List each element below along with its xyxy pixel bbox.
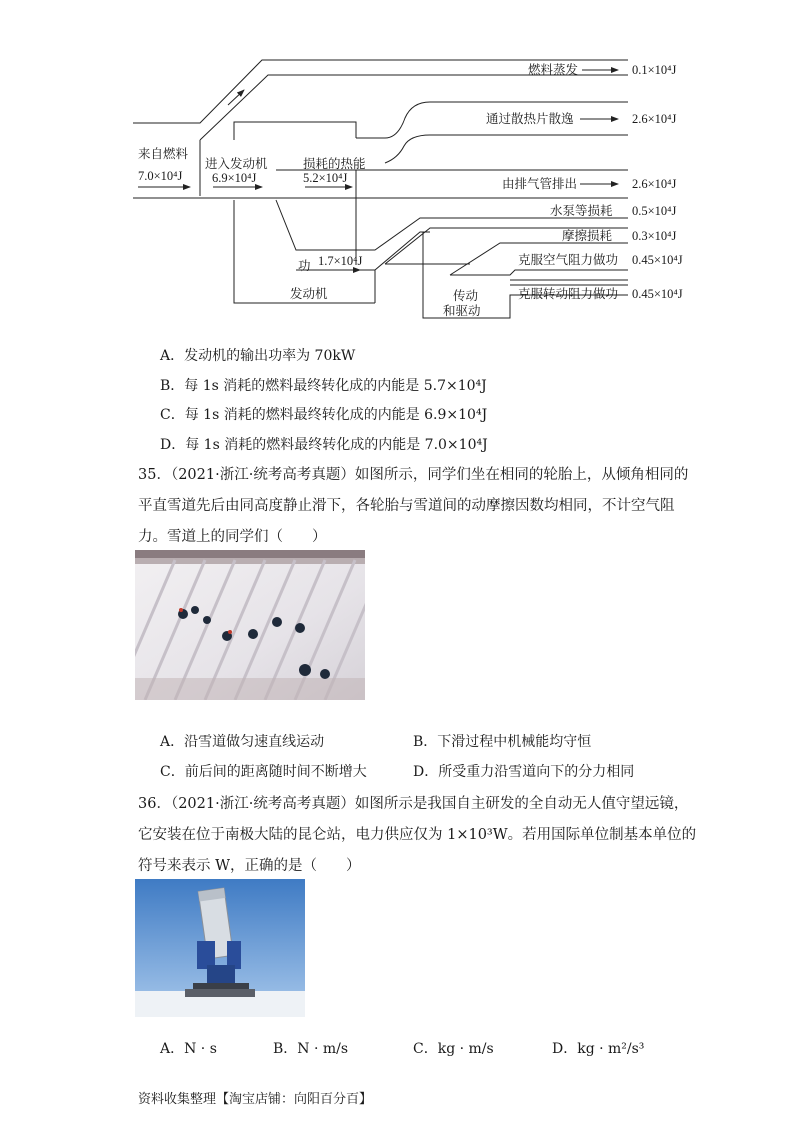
output-label-radiator: 通过散热片散逸 — [486, 112, 574, 126]
q34-option-a: A．发动机的输出功率为 70kW — [160, 348, 356, 364]
q35-option-c: C．前后间的距离随时间不断增大 — [160, 764, 367, 780]
q34-option-b: B．每 1s 消耗的燃料最终转化成的内能是 5.7×10⁴J — [160, 378, 487, 394]
telescope-photo — [135, 879, 305, 1017]
transmission-label: 传动 — [453, 289, 479, 303]
q36-stem-line-3: 符号来表示 W，正确的是（ ） — [138, 858, 361, 874]
engine-in-value: 6.9×10⁴J — [212, 171, 257, 185]
q35-stem-line-2: 平直雪道先后由同高度静止滑下，各轮胎与雪道间的动摩擦因数均相同，不计空气阻 — [138, 498, 675, 514]
output-value-pump: 0.5×10⁴J — [632, 204, 677, 218]
q36-option-c: C．kg · m/s — [413, 1041, 494, 1057]
q36-stem-line-1: 36．（2021·浙江·统考高考真题）如图所示是我国自主研发的全自动无人值守望远镜， — [138, 796, 689, 812]
output-label-pump: 水泵等损耗 — [550, 204, 613, 218]
output-label-fuel-evap: 燃料蒸发 — [528, 63, 579, 77]
output-label-friction: 摩擦损耗 — [562, 229, 613, 243]
energy-flow-diagram — [0, 0, 800, 330]
work-value: 1.7×10⁴J — [318, 254, 363, 268]
output-label-rolling: 克服转动阻力做功 — [518, 287, 619, 301]
output-value-exhaust: 2.6×10⁴J — [632, 177, 677, 191]
source-label: 来自燃料 — [138, 147, 189, 161]
heat-value: 5.2×10⁴J — [303, 171, 348, 185]
q36-option-d: D．kg · m²/s³ — [552, 1041, 645, 1057]
engine-label: 发动机 — [290, 287, 328, 301]
q35-option-b: B．下滑过程中机械能均守恒 — [413, 734, 592, 750]
output-value-rolling: 0.45×10⁴J — [632, 287, 683, 301]
output-label-exhaust: 由排气管排出 — [502, 177, 578, 191]
output-value-fuel-evap: 0.1×10⁴J — [632, 63, 677, 77]
output-label-air-drag: 克服空气阻力做功 — [518, 253, 619, 267]
q34-option-c: C．每 1s 消耗的燃料最终转化成的内能是 6.9×10⁴J — [160, 407, 488, 423]
output-value-radiator: 2.6×10⁴J — [632, 112, 677, 126]
q35-stem-line-3: 力。雪道上的同学们（ ） — [138, 529, 327, 545]
q35-option-a: A．沿雪道做匀速直线运动 — [160, 734, 325, 750]
page-footer: 资料收集整理【淘宝店铺：向阳百分百】 — [138, 1092, 373, 1107]
snow-slide-photo — [135, 550, 365, 700]
q36-option-b: B．N · m/s — [273, 1041, 349, 1057]
q35-stem-line-1: 35．（2021·浙江·统考高考真题）如图所示，同学们坐在相同的轮胎上，从倾角相同的 — [138, 467, 689, 483]
q36-stem-line-2: 它安装在位于南极大陆的昆仑站，电力供应仅为 1×10³W。若用国际单位制基本单位的 — [138, 827, 697, 843]
heat-label: 损耗的热能 — [303, 157, 366, 171]
q35-option-d: D．所受重力沿雪道向下的分力相同 — [413, 764, 635, 780]
q34-option-d: D．每 1s 消耗的燃料最终转化成的内能是 7.0×10⁴J — [160, 437, 488, 453]
output-value-air-drag: 0.45×10⁴J — [632, 253, 683, 267]
output-value-friction: 0.3×10⁴J — [632, 229, 677, 243]
engine-in-label: 进入发动机 — [205, 157, 268, 171]
source-value: 7.0×10⁴J — [138, 169, 183, 183]
work-label: 功 — [298, 259, 311, 273]
q36-option-a: A．N · s — [160, 1041, 217, 1057]
transmission-label-2: 和驱动 — [443, 304, 481, 318]
